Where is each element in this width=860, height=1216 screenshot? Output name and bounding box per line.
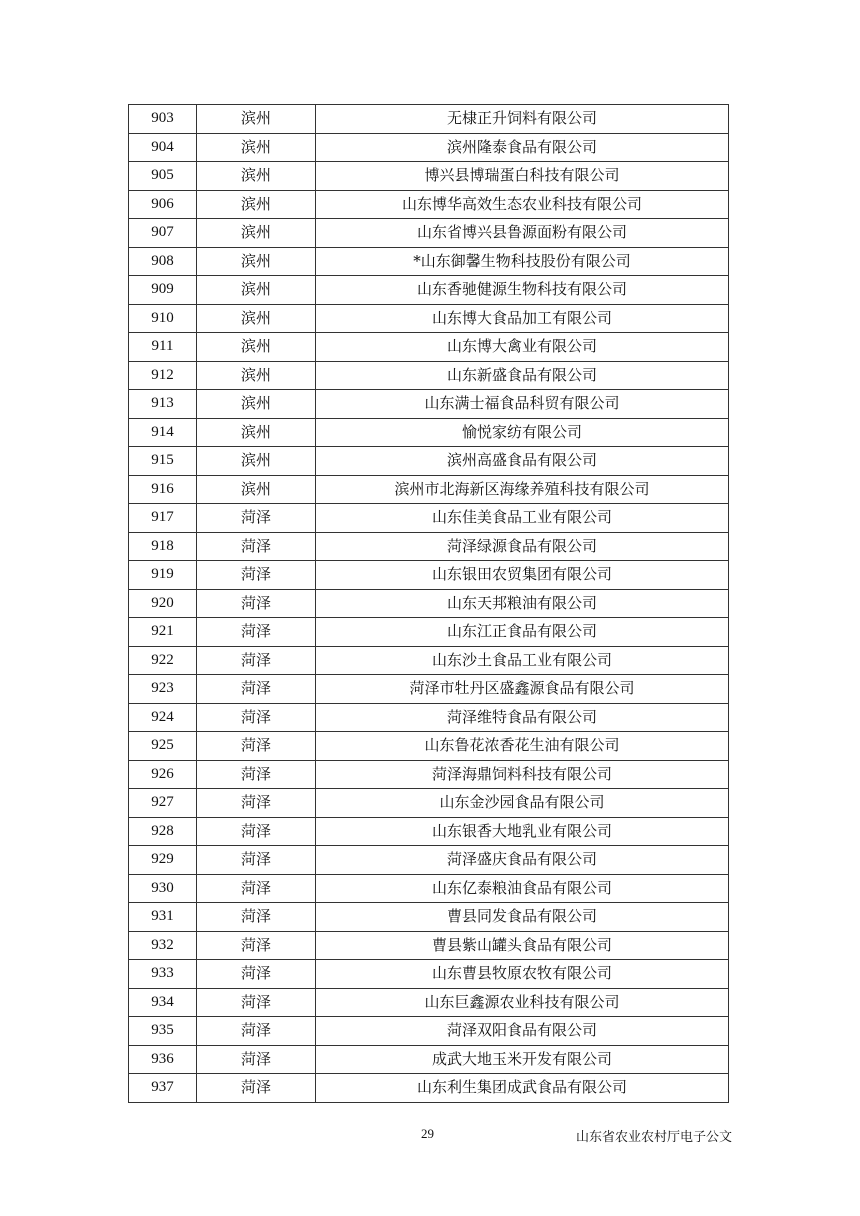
city-cell: 菏泽 — [197, 988, 316, 1017]
city-cell: 滨州 — [197, 105, 316, 134]
city-cell: 滨州 — [197, 247, 316, 276]
company-name-cell: 山东江正食品有限公司 — [316, 618, 729, 647]
table-row — [129, 418, 729, 447]
company-name-cell: 山东银田农贸集团有限公司 — [316, 561, 729, 590]
city-cell: 菏泽 — [197, 789, 316, 818]
city-cell: 菏泽 — [197, 931, 316, 960]
row-number-cell: 930 — [129, 874, 197, 903]
company-name-cell: 山东满士福食品科贸有限公司 — [316, 390, 729, 419]
company-name-cell: 山东佳美食品工业有限公司 — [316, 504, 729, 533]
table-row — [129, 561, 729, 590]
company-name-cell: 曹县同发食品有限公司 — [316, 903, 729, 932]
city-cell: 菏泽 — [197, 817, 316, 846]
row-number-cell: 928 — [129, 817, 197, 846]
row-number-cell: 923 — [129, 675, 197, 704]
table-row — [129, 276, 729, 305]
row-number-cell: 908 — [129, 247, 197, 276]
table-row — [129, 532, 729, 561]
table-row — [129, 589, 729, 618]
row-number-cell: 905 — [129, 162, 197, 191]
table-row — [129, 162, 729, 191]
city-cell: 滨州 — [197, 190, 316, 219]
city-cell: 滨州 — [197, 133, 316, 162]
company-name-cell: 山东天邦粮油有限公司 — [316, 589, 729, 618]
row-number-cell: 906 — [129, 190, 197, 219]
company-name-cell: 菏泽盛庆食品有限公司 — [316, 846, 729, 875]
city-cell: 菏泽 — [197, 1017, 316, 1046]
table-row — [129, 675, 729, 704]
city-cell: 滨州 — [197, 361, 316, 390]
table-row — [129, 646, 729, 675]
city-cell: 菏泽 — [197, 1074, 316, 1103]
city-cell: 菏泽 — [197, 732, 316, 761]
company-name-cell: 滨州高盛食品有限公司 — [316, 447, 729, 476]
city-cell: 滨州 — [197, 447, 316, 476]
table-body — [129, 105, 729, 1103]
city-cell: 菏泽 — [197, 760, 316, 789]
city-cell: 滨州 — [197, 162, 316, 191]
company-name-cell: 菏泽市牡丹区盛鑫源食品有限公司 — [316, 675, 729, 704]
page-footer — [0, 1126, 860, 1146]
company-name-cell: 山东博大禽业有限公司 — [316, 333, 729, 362]
table-row — [129, 903, 729, 932]
company-name-cell: 博兴县博瑞蛋白科技有限公司 — [316, 162, 729, 191]
city-cell: 菏泽 — [197, 532, 316, 561]
document-source: 山东省农业农村厅电子公文 — [575, 1130, 732, 1145]
company-name-cell: 山东博华高效生态农业科技有限公司 — [316, 190, 729, 219]
row-number-cell: 927 — [129, 789, 197, 818]
company-name-cell: 山东亿泰粮油食品有限公司 — [316, 874, 729, 903]
company-name-cell: 山东鲁花浓香花生油有限公司 — [316, 732, 729, 761]
row-number-cell: 929 — [129, 846, 197, 875]
row-number-cell: 920 — [129, 589, 197, 618]
row-number-cell: 925 — [129, 732, 197, 761]
company-name-cell: 山东利生集团成武食品有限公司 — [316, 1074, 729, 1103]
table-row — [129, 105, 729, 134]
city-cell: 菏泽 — [197, 675, 316, 704]
city-cell: 滨州 — [197, 276, 316, 305]
row-number-cell: 911 — [129, 333, 197, 362]
city-cell: 滨州 — [197, 418, 316, 447]
company-name-cell: 愉悦家纺有限公司 — [316, 418, 729, 447]
company-name-cell: 成武大地玉米开发有限公司 — [316, 1045, 729, 1074]
row-number-cell: 909 — [129, 276, 197, 305]
row-number-cell: 907 — [129, 219, 197, 248]
city-cell: 滨州 — [197, 304, 316, 333]
company-name-cell: 曹县紫山罐头食品有限公司 — [316, 931, 729, 960]
company-name-cell: 山东金沙园食品有限公司 — [316, 789, 729, 818]
table-row — [129, 1017, 729, 1046]
company-name-cell: 山东巨鑫源农业科技有限公司 — [316, 988, 729, 1017]
row-number-cell: 935 — [129, 1017, 197, 1046]
table-row — [129, 447, 729, 476]
row-number-cell: 916 — [129, 475, 197, 504]
company-name-cell: 无棣正升饲料有限公司 — [316, 105, 729, 134]
row-number-cell: 937 — [129, 1074, 197, 1103]
table-row — [129, 333, 729, 362]
company-name-cell: 滨州隆泰食品有限公司 — [316, 133, 729, 162]
table-row — [129, 846, 729, 875]
table-row — [129, 988, 729, 1017]
row-number-cell: 917 — [129, 504, 197, 533]
row-number-cell: 921 — [129, 618, 197, 647]
row-number-cell: 904 — [129, 133, 197, 162]
table-row — [129, 789, 729, 818]
table-row — [129, 504, 729, 533]
city-cell: 菏泽 — [197, 618, 316, 647]
table-row — [129, 190, 729, 219]
table-row — [129, 760, 729, 789]
row-number-cell: 915 — [129, 447, 197, 476]
row-number-cell: 918 — [129, 532, 197, 561]
row-number-cell: 912 — [129, 361, 197, 390]
company-name-cell: 山东沙土食品工业有限公司 — [316, 646, 729, 675]
table-row — [129, 874, 729, 903]
table-row — [129, 247, 729, 276]
table-row — [129, 817, 729, 846]
page-number: 29 — [421, 1126, 434, 1141]
row-number-cell: 926 — [129, 760, 197, 789]
company-name-cell: 山东新盛食品有限公司 — [316, 361, 729, 390]
city-cell: 滨州 — [197, 333, 316, 362]
city-cell: 菏泽 — [197, 1045, 316, 1074]
city-cell: 菏泽 — [197, 504, 316, 533]
row-number-cell: 903 — [129, 105, 197, 134]
table-row — [129, 133, 729, 162]
city-cell: 滨州 — [197, 390, 316, 419]
row-number-cell: 913 — [129, 390, 197, 419]
row-number-cell: 924 — [129, 703, 197, 732]
table-row — [129, 931, 729, 960]
company-name-cell: 菏泽绿源食品有限公司 — [316, 532, 729, 561]
company-name-cell: 山东省博兴县鲁源面粉有限公司 — [316, 219, 729, 248]
city-cell: 菏泽 — [197, 589, 316, 618]
company-name-cell: 山东银香大地乳业有限公司 — [316, 817, 729, 846]
row-number-cell: 936 — [129, 1045, 197, 1074]
city-cell: 菏泽 — [197, 703, 316, 732]
company-name-cell: 滨州市北海新区海缘养殖科技有限公司 — [316, 475, 729, 504]
company-name-cell: 菏泽海鼎饲料科技有限公司 — [316, 760, 729, 789]
company-name-cell: 山东香驰健源生物科技有限公司 — [316, 276, 729, 305]
city-cell: 菏泽 — [197, 960, 316, 989]
row-number-cell: 914 — [129, 418, 197, 447]
company-name-cell: 山东博大食品加工有限公司 — [316, 304, 729, 333]
city-cell: 菏泽 — [197, 903, 316, 932]
city-cell: 菏泽 — [197, 874, 316, 903]
table-row — [129, 475, 729, 504]
table-row — [129, 703, 729, 732]
table-row — [129, 960, 729, 989]
row-number-cell: 932 — [129, 931, 197, 960]
table-row — [129, 1074, 729, 1103]
city-cell: 滨州 — [197, 475, 316, 504]
table-row — [129, 304, 729, 333]
company-name-cell: 山东曹县牧原农牧有限公司 — [316, 960, 729, 989]
city-cell: 菏泽 — [197, 646, 316, 675]
row-number-cell: 922 — [129, 646, 197, 675]
city-cell: 菏泽 — [197, 561, 316, 590]
table-row — [129, 1045, 729, 1074]
company-name-cell: 菏泽双阳食品有限公司 — [316, 1017, 729, 1046]
row-number-cell: 931 — [129, 903, 197, 932]
table-row — [129, 390, 729, 419]
city-cell: 菏泽 — [197, 846, 316, 875]
city-cell: 滨州 — [197, 219, 316, 248]
table-row — [129, 361, 729, 390]
enterprise-table — [128, 104, 729, 1103]
row-number-cell: 934 — [129, 988, 197, 1017]
table-row — [129, 618, 729, 647]
company-name-cell: 菏泽维特食品有限公司 — [316, 703, 729, 732]
row-number-cell: 933 — [129, 960, 197, 989]
row-number-cell: 919 — [129, 561, 197, 590]
table-row — [129, 732, 729, 761]
row-number-cell: 910 — [129, 304, 197, 333]
table-row — [129, 219, 729, 248]
company-name-cell: *山东御馨生物科技股份有限公司 — [316, 247, 729, 276]
